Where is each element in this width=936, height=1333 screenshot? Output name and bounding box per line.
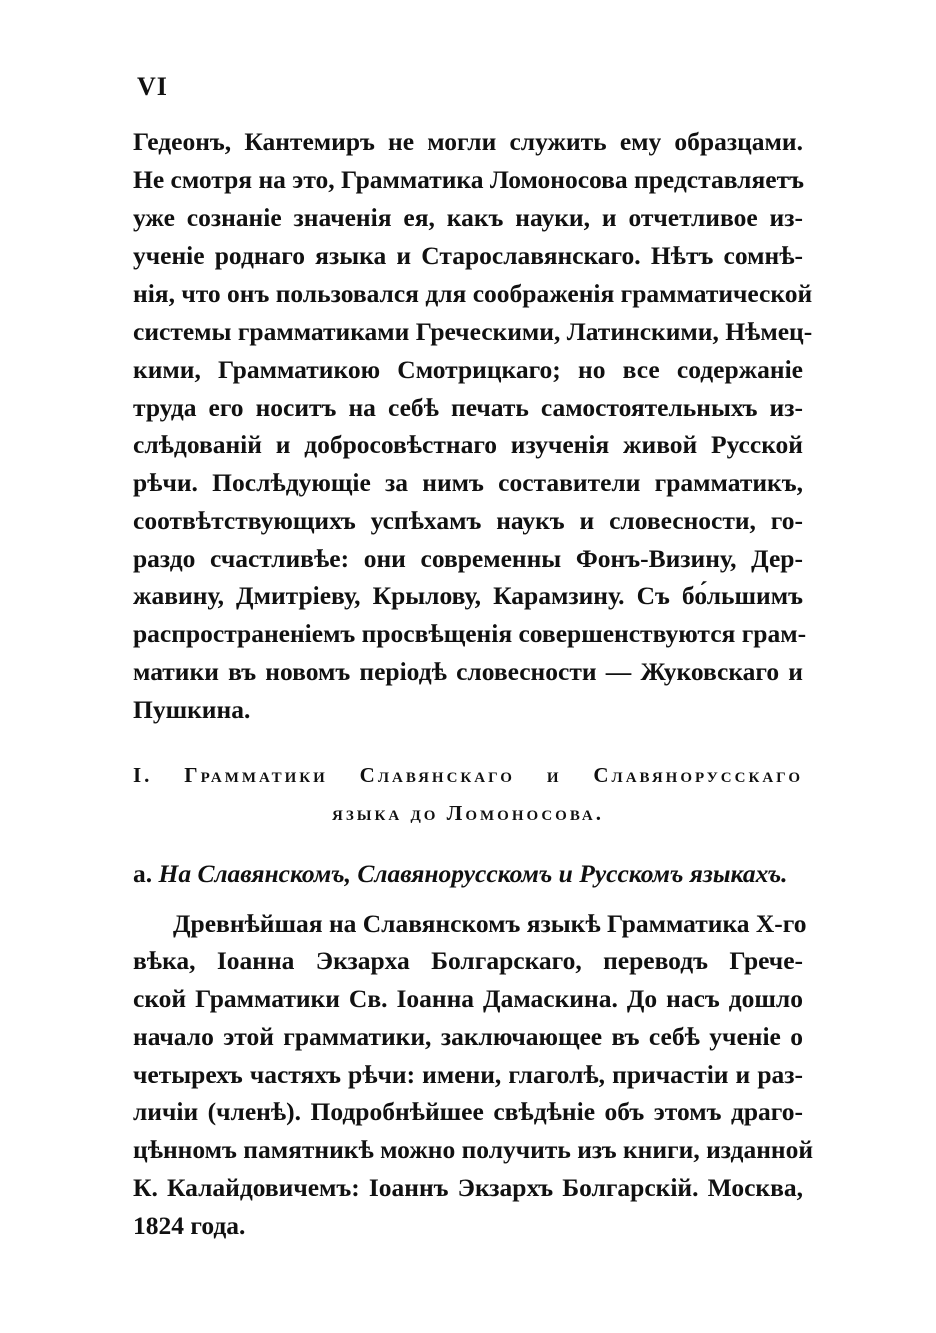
text-line: начало этой грамматики, заключающее въ себѣ ученіе о (133, 1022, 803, 1051)
text-line: личіи (членѣ). Подробнѣйшее свѣдѣніе объ этомъ драго- (133, 1097, 803, 1126)
text-line: жавину, Дмитріеву, Крылову, Карамзину. Съ бо́льшимъ (133, 581, 803, 610)
text-line: К. Калайдовичемъ: Іоаннъ Экзархъ Болгарскій. Москва, (133, 1173, 803, 1202)
text-line: системы грамматиками Греческими, Латинскими, Нѣмец- (133, 317, 813, 346)
text-line: соотвѣтствующихъ успѣхамъ наукъ и словесности, го- (133, 506, 803, 535)
text-line: рѣчи. Послѣдующіе за нимъ составители грамматикъ, (133, 468, 803, 497)
text-line: Древнѣйшая на Славянскомъ языкѣ Грамматика X-го (173, 909, 807, 938)
text-line: слѣдованій и добросовѣстнаго изученія живой Русской (133, 430, 803, 459)
section-heading-line-2: языка до Ломоносова. (332, 801, 604, 825)
text-line: ской Грамматики Св. Іоанна Дамаскина. До насъ дошло (133, 984, 803, 1013)
subsection-title: На Славянскомъ, Славянорусскомъ и Русскомъ языкахъ. (158, 859, 788, 888)
text-line: раздо счастливѣе: они современны Фонъ-Визину, Дер- (133, 544, 803, 573)
text-line: Пушкина. (133, 695, 251, 724)
text-line: четырехъ частяхъ рѣчи: имени, глаголѣ, причастіи и раз- (133, 1060, 803, 1089)
page-number: VI (137, 72, 168, 101)
text-line: Гедеонъ, Кантемиръ не могли служить ему образцами. (133, 127, 803, 156)
text-line: вѣка, Іоанна Экзарха Болгарскаго, переводъ Грече- (133, 946, 803, 975)
text-line: распространеніемъ просвѣщенія совершенствуются грам- (133, 619, 807, 648)
subsection-heading (133, 856, 803, 892)
text-line: нія, что онъ пользовался для соображенія грамматической (133, 279, 813, 308)
text-line: уже сознаніе значенія ея, какъ науки, и отчетливое из- (133, 203, 803, 232)
subsection-marker: а. (133, 859, 153, 888)
text-line: кими, Грамматикою Смотрицкаго; но все содержаніе (133, 355, 803, 384)
text-line: Не смотря на это, Грамматика Ломоносова представляетъ (133, 165, 804, 194)
text-line: труда его носитъ на себѣ печать самостоятельныхъ из- (133, 393, 803, 422)
text-line: матики въ новомъ періодѣ словесности — Жуковскаго и (133, 657, 803, 686)
text-line: ученіе роднаго языка и Старославянскаго. Нѣтъ сомнѣ- (133, 241, 803, 270)
text-line: 1824 года. (133, 1211, 246, 1240)
section-heading-line-1: I. Грамматики Славянскаго и Славянорусскаго (133, 763, 803, 787)
text-line: цѣнномъ памятникѣ можно получить изъ книги, изданной (133, 1135, 814, 1164)
